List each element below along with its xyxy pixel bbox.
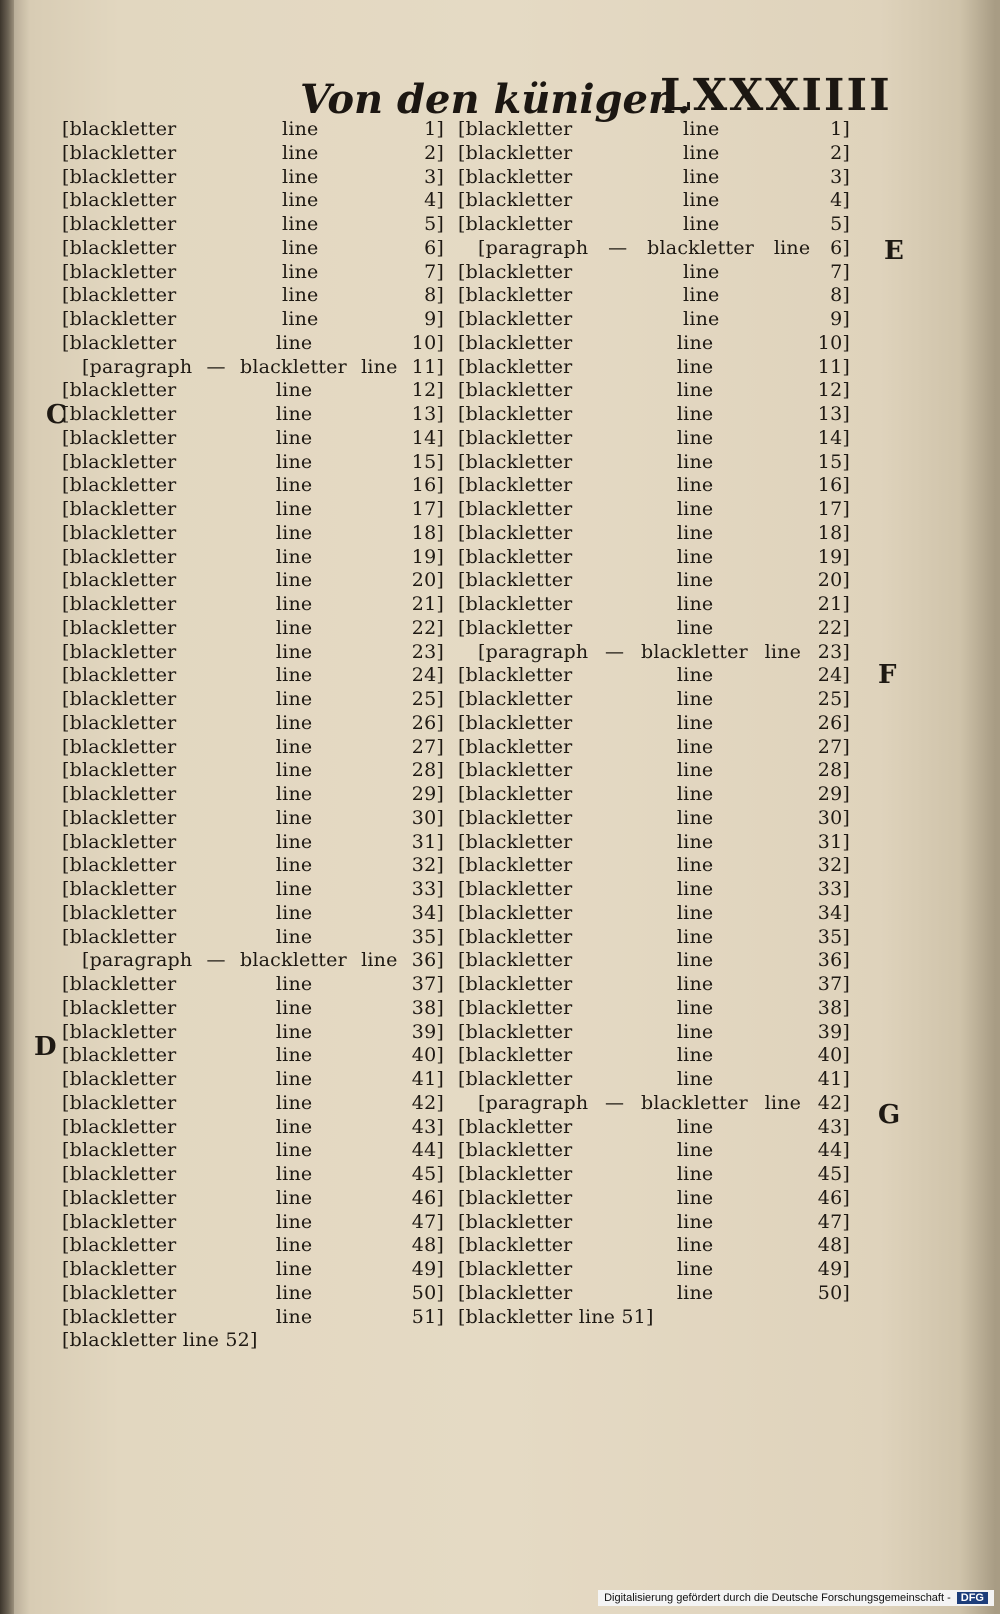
text-line: [blackletter line 19] — [458, 545, 850, 568]
text-line: [blackletter line 11] — [458, 355, 850, 378]
text-line: [blackletter line 12] — [62, 379, 444, 402]
text-line: [blackletter line 33] — [62, 878, 444, 900]
text-line: [blackletter line 28] — [458, 759, 850, 782]
margin-letter-e: E — [884, 236, 904, 266]
text-line: [blackletter line 28] — [62, 759, 444, 782]
text-line: [blackletter line 48] — [62, 1234, 444, 1257]
text-line: [blackletter line 4] — [458, 189, 850, 212]
text-line: [blackletter line 14] — [62, 426, 444, 449]
text-line: [blackletter line 7] — [62, 260, 444, 283]
text-line: [blackletter line 50] — [62, 1281, 444, 1304]
text-line: [blackletter line 16] — [458, 474, 850, 497]
text-line: [blackletter line 16] — [62, 474, 444, 497]
text-line: [blackletter line 29] — [458, 783, 850, 805]
text-line: [blackletter line 41] — [458, 1068, 850, 1090]
text-line: [blackletter line 32] — [62, 854, 444, 877]
text-line: [blackletter line 7] — [458, 260, 850, 283]
text-line: [blackletter line 20] — [458, 569, 850, 592]
text-line: [blackletter line 25] — [62, 688, 444, 710]
text-line: [blackletter line 6] — [62, 236, 444, 259]
text-line: [blackletter line 18] — [458, 521, 850, 544]
text-line: [blackletter line 8] — [62, 284, 444, 307]
text-line: [blackletter line 8] — [458, 284, 850, 307]
text-line: [blackletter line 21] — [458, 593, 850, 615]
text-line: [blackletter line 5] — [458, 213, 850, 235]
text-line: [blackletter line 13] — [62, 403, 444, 425]
text-line: [blackletter line 40] — [62, 1044, 444, 1067]
text-line: [blackletter line 44] — [62, 1139, 444, 1162]
text-line: [blackletter line 32] — [458, 854, 850, 877]
text-line: [paragraph — blackletter line 23] — [478, 640, 850, 663]
text-line: [blackletter line 26] — [458, 711, 850, 734]
text-line: [blackletter line 33] — [458, 878, 850, 900]
text-line: [blackletter line 22] — [62, 616, 444, 639]
text-line: [blackletter line 13] — [458, 403, 850, 425]
text-line: [blackletter line 51] — [458, 1305, 654, 1328]
folio-number: LXXXIIII — [660, 70, 892, 121]
running-head-title: Von den künigen. — [300, 76, 691, 123]
text-line: [blackletter line 1] — [62, 118, 444, 140]
text-line: [blackletter line 46] — [62, 1186, 444, 1209]
text-line: [blackletter line 40] — [458, 1044, 850, 1067]
text-line: [blackletter line 44] — [458, 1139, 850, 1162]
text-line: [blackletter line 9] — [458, 308, 850, 330]
text-line: [blackletter line 27] — [458, 735, 850, 758]
text-line: [blackletter line 31] — [458, 830, 850, 853]
text-line: [blackletter line 43] — [62, 1115, 444, 1138]
text-line: [blackletter line 45] — [458, 1163, 850, 1185]
text-line: [paragraph — blackletter line 36] — [82, 949, 444, 972]
text-line: [paragraph — blackletter line 11] — [82, 355, 444, 378]
text-line: [blackletter line 12] — [458, 379, 850, 402]
text-line: [blackletter line 49] — [62, 1258, 444, 1280]
text-line: [blackletter line 17] — [62, 498, 444, 520]
text-line: [blackletter line 30] — [62, 806, 444, 829]
text-line: [blackletter line 47] — [458, 1210, 850, 1233]
text-line: [blackletter line 15] — [62, 450, 444, 473]
text-line: [blackletter line 29] — [62, 783, 444, 805]
text-line: [blackletter line 52] — [62, 1329, 258, 1352]
text-line: [blackletter line 24] — [62, 664, 444, 687]
page-gutter-edge — [0, 0, 14, 1614]
text-line: [blackletter line 25] — [458, 688, 850, 710]
text-line: [blackletter line 2] — [62, 141, 444, 164]
text-line: [blackletter line 2] — [458, 141, 850, 164]
text-line: [blackletter line 34] — [458, 901, 850, 924]
text-line: [blackletter line 48] — [458, 1234, 850, 1257]
text-line: [blackletter line 19] — [62, 545, 444, 568]
text-line: [blackletter line 23] — [62, 640, 444, 663]
text-line: [blackletter line 17] — [458, 498, 850, 520]
text-line: [blackletter line 26] — [62, 711, 444, 734]
text-line: [blackletter line 39] — [62, 1020, 444, 1043]
text-line: [blackletter line 35] — [62, 925, 444, 948]
text-line: [blackletter line 9] — [62, 308, 444, 330]
text-line: [blackletter line 4] — [62, 189, 444, 212]
text-line: [blackletter line 41] — [62, 1068, 444, 1090]
text-line: [blackletter line 39] — [458, 1020, 850, 1043]
text-line: [blackletter line 38] — [62, 996, 444, 1019]
text-line: [blackletter line 42] — [62, 1091, 444, 1114]
dfg-logo: DFG — [957, 1592, 988, 1604]
text-line: [blackletter line 10] — [458, 331, 850, 354]
margin-letter-c: C — [46, 400, 67, 430]
digitization-footer — [598, 1590, 994, 1606]
text-line: [blackletter line 46] — [458, 1186, 850, 1209]
text-line: [blackletter line 14] — [458, 426, 850, 449]
text-line: [blackletter line 38] — [458, 996, 850, 1019]
text-line: [blackletter line 15] — [458, 450, 850, 473]
text-line: [blackletter line 47] — [62, 1210, 444, 1233]
right-text-column — [458, 118, 850, 1329]
text-line: [paragraph — blackletter line 42] — [478, 1091, 850, 1114]
text-line: [blackletter line 27] — [62, 735, 444, 758]
text-line: [blackletter line 34] — [62, 901, 444, 924]
text-line: [blackletter line 5] — [62, 213, 444, 235]
text-line: [blackletter line 21] — [62, 593, 444, 615]
text-line: [blackletter line 22] — [458, 616, 850, 639]
text-line: [blackletter line 37] — [62, 973, 444, 995]
text-line: [blackletter line 24] — [458, 664, 850, 687]
text-line: [blackletter line 36] — [458, 949, 850, 972]
text-line: [blackletter line 31] — [62, 830, 444, 853]
text-line: [paragraph — blackletter line 6] — [478, 236, 850, 259]
text-line: [blackletter line 37] — [458, 973, 850, 995]
margin-letter-f: F — [878, 660, 897, 690]
text-line: [blackletter line 18] — [62, 521, 444, 544]
margin-letter-d: D — [34, 1032, 57, 1062]
text-line: [blackletter line 35] — [458, 925, 850, 948]
text-line: [blackletter line 50] — [458, 1281, 850, 1304]
text-line: [blackletter line 20] — [62, 569, 444, 592]
text-line: [blackletter line 3] — [458, 165, 850, 188]
text-line: [blackletter line 10] — [62, 331, 444, 354]
text-line: [blackletter line 3] — [62, 165, 444, 188]
margin-letter-g: G — [878, 1100, 901, 1130]
text-line: [blackletter line 43] — [458, 1115, 850, 1138]
text-line: [blackletter line 30] — [458, 806, 850, 829]
text-line: [blackletter line 1] — [458, 118, 850, 140]
text-line: [blackletter line 49] — [458, 1258, 850, 1280]
footer-text: Digitalisierung gefördert durch die Deutsche Forschungsgemeinschaft - — [604, 1592, 951, 1604]
text-line: [blackletter line 45] — [62, 1163, 444, 1185]
left-text-column — [62, 118, 444, 1353]
text-line: [blackletter line 51] — [62, 1305, 444, 1328]
